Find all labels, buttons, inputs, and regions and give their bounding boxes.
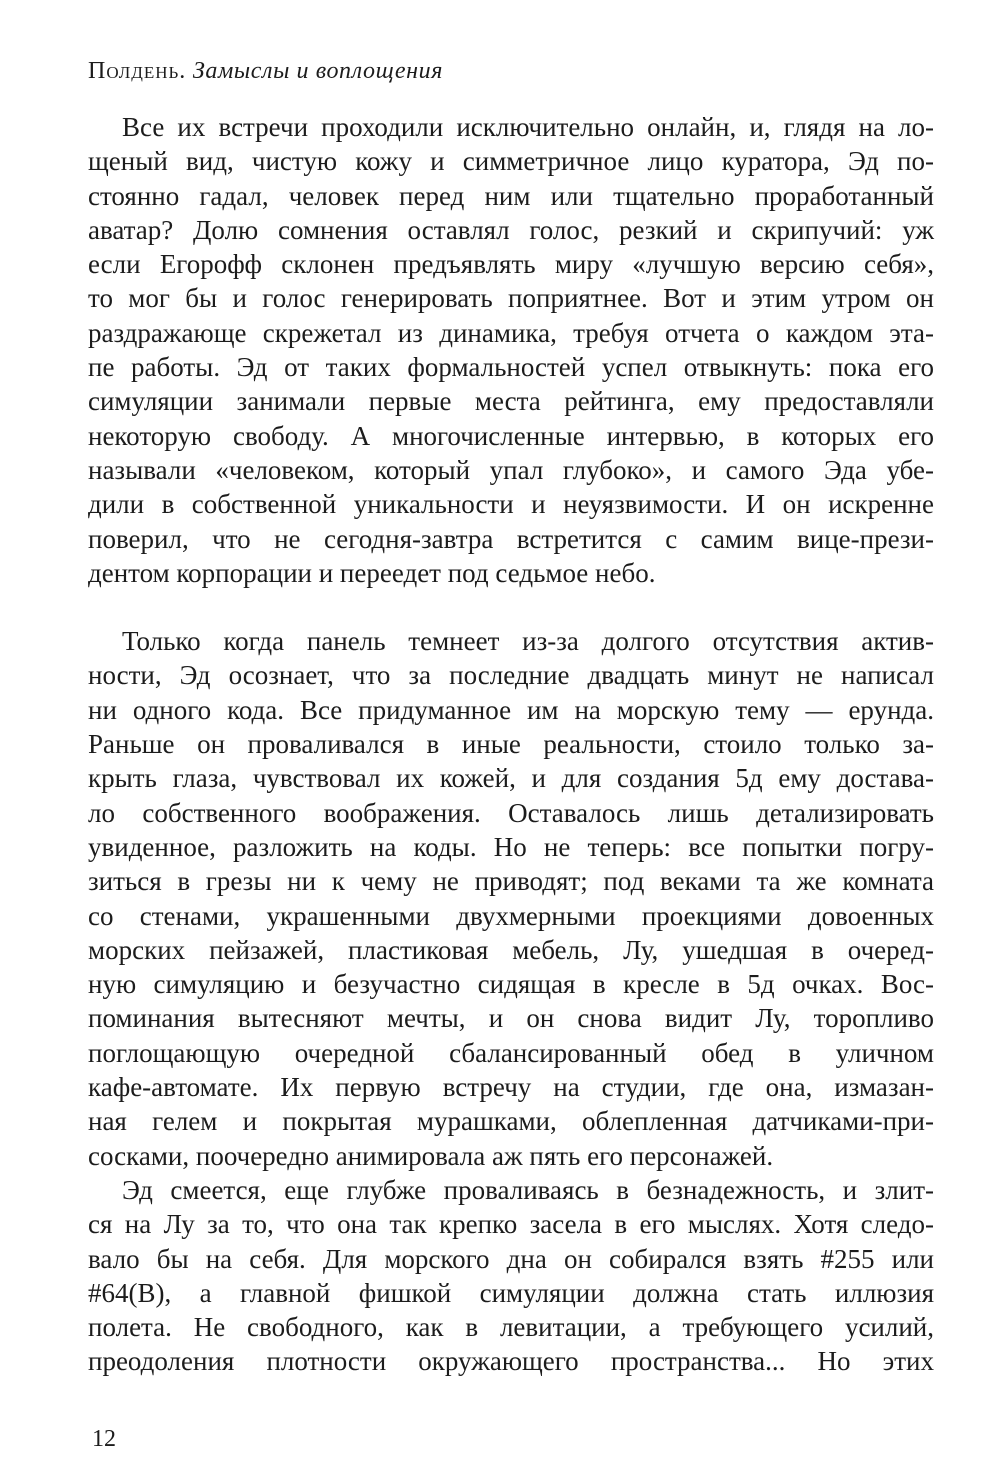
text-line: Эд смеется, еще глубже проваливаясь в безнадежность, и злит- <box>122 1174 934 1205</box>
text-line: симуляции занимали первые места рейтинга, ему предоставляли <box>88 386 934 417</box>
running-head-section: Полдень. <box>88 58 187 84</box>
text-line: поверил, что не сегодня-завтра встретится с самим вице-прези- <box>88 523 934 554</box>
text-line: Раньше он проваливался в иные реальности, стоило только за- <box>88 729 934 760</box>
text-line: крыть глаза, чувствовал их кожей, и для создания 5д ему достава- <box>88 763 934 794</box>
text-line: называли «человеком, который упал глубоко», и самого Эда убе- <box>88 454 934 485</box>
paragraph-1 <box>88 110 934 590</box>
running-head <box>88 58 443 85</box>
text-line: увиденное, разложить на коды. Но не теперь: все попытки погру- <box>88 831 934 862</box>
paragraph-2 <box>88 624 934 1173</box>
text-line: ная гелем и покрытая мурашками, облепленная датчиками-при- <box>88 1106 934 1137</box>
text-line: раздражающе скрежетал из динамика, требуя отчета о каждом эта- <box>88 317 934 348</box>
text-line: морских пейзажей, пластиковая мебель, Лу, ушедшая в очеред- <box>88 934 934 965</box>
text-line: ную симуляцию и безучастно сидящая в кресле в 5д очках. Вос- <box>88 969 934 1000</box>
text-line: полета. Не свободного, как в левитации, а требующего усилий, <box>88 1312 934 1343</box>
text-line: пе работы. Эд от таких формальностей успел отвыкнуть: пока его <box>88 352 934 383</box>
text-line: то мог бы и голос генерировать поприятнее. Вот и этим утром он <box>88 283 934 314</box>
text-line: поглощающую очередной сбалансированный обед в уличном <box>88 1037 934 1068</box>
text-line: Все их встречи проходили исключительно онлайн, и, глядя на ло- <box>122 112 934 142</box>
text-line: сосками, поочередно анимировала аж пять его персонажей. <box>88 1140 774 1171</box>
text-line: преодоления плотности окружающего пространства... Но этих <box>88 1346 934 1377</box>
paragraph-3 <box>88 1173 934 1379</box>
body-text <box>88 110 934 1379</box>
page-number: 12 <box>92 1426 116 1452</box>
text-line: ности, Эд осознает, что за последние двадцать минут не написал <box>88 660 934 691</box>
text-line: поминания вытесняют мечты, и он снова видит Лу, торопливо <box>88 1003 934 1034</box>
text-line: ся на Лу за то, что она так крепко засела в его мыслях. Хотя следо- <box>88 1209 934 1240</box>
section-break <box>88 590 934 624</box>
text-line: стоянно гадал, человек перед ним или тщательно проработанный <box>88 180 934 211</box>
text-line: со стенами, украшенными двухмерными проекциями довоенных <box>88 900 934 931</box>
running-head-title: Замыслы и воплощения <box>192 58 444 84</box>
text-line: если Егорофф склонен предъявлять миру «лучшую версию себя», <box>88 249 934 280</box>
text-line: зиться в грезы ни к чему не приводят; под веками та же комната <box>88 866 934 897</box>
text-line: кафе-автомате. Их первую встречу на студии, где она, измазан- <box>88 1072 934 1103</box>
text-line: дили в собственной уникальности и неуязвимости. И он искренне <box>88 489 934 520</box>
text-line: аватар? Долю сомнения оставлял голос, резкий и скрипучий: уж <box>88 214 934 245</box>
text-line: вало бы на себя. Для морского дна он собирался взять #255 или <box>88 1243 934 1274</box>
text-line: Только когда панель темнеет из-за долгого отсутствия актив- <box>122 626 934 657</box>
text-line: ни одного кода. Все придуманное им на морскую тему — ерунда. <box>88 694 934 725</box>
text-line: ло собственного воображения. Оставалось лишь детализировать <box>88 797 934 828</box>
text-line: некоторую свободу. А многочисленные интервью, в которых его <box>88 420 934 451</box>
text-line: #64(В), а главной фишкой симуляции должна стать иллюзия <box>88 1277 934 1308</box>
text-line: щеный вид, чистую кожу и симметричное лицо куратора, Эд по- <box>88 146 934 177</box>
text-line: дентом корпорации и переедет под седьмое небо. <box>88 557 656 588</box>
